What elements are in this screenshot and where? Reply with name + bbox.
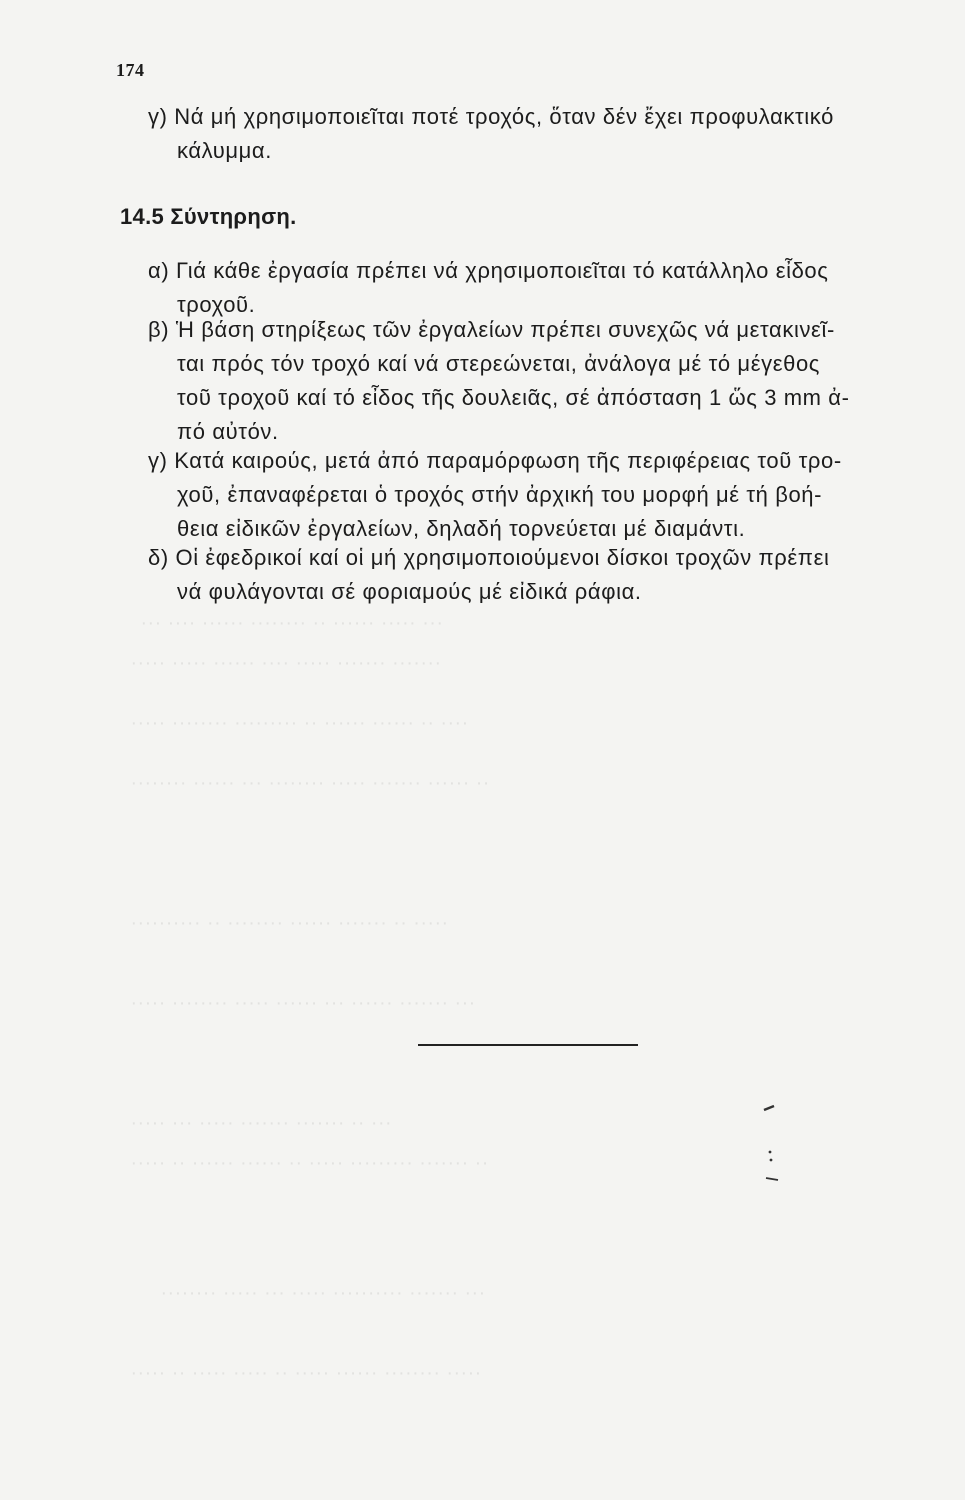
list-item-gamma-2	[148, 444, 842, 546]
text-line: β) Ἡ βάση στηρίξεως τῶν ἐργαλείων πρέπει συνεχῶς νά μετακινεῖ-	[148, 317, 835, 342]
text-line: α) Γιά κάθε ἐργασία πρέπει νά χρησιμοποιεῖται τό κατάλληλο εἶδος	[148, 258, 829, 283]
text-line: θεια εἰδικῶν ἐργαλείων, δηλαδή τορνεύεται μέ διαμάντι.	[177, 516, 746, 541]
text-line: τοῦ τροχοῦ καί τό εἶδος τῆς δουλειᾶς, σέ ἀπόσταση 1 ὥς 3 mm ἀ-	[177, 385, 850, 410]
bleed-through-texture: ··· ····· ······ ·· ········ ······ ···· ··· ······· ······· ····· ···· ······ ····· ····· ···· ·· ······ ······ ·· ········· ········ ····· ·· ······ ······· ····· ········ ··· ······ ········ ····· ·· ······· ······ ········ ·· ·········· ··· ······· ······ ··· ······ ····· ········ ····· ··· ·· ······· ······· ····· ··· ····· ·· ······· ········· ····· ·· ······ ······ ·· ····· ··· ······· ·········· ····· ··· ····· ········ ····· ········ ······ ····· ·· ····· ····· ·· ·····	[130, 612, 490, 1384]
text-line: δ) Οἱ ἐφεδρικοί καί οἱ μή χρησιμοποιούμενοι δίσκοι τροχῶν πρέπει	[148, 545, 830, 570]
text-line: πό αὐτόν.	[177, 419, 279, 444]
text-line: χοῦ, ἐπαναφέρεται ὁ τροχός στήν ἀρχική του μορφή μέ τή βοή-	[177, 482, 823, 507]
text-line: γ) Νά μή χρησιμοποιεῖται ποτέ τροχός, ὅταν δέν ἔχει προφυλακτικό	[148, 104, 834, 129]
scan-speck-marks	[760, 1100, 800, 1190]
list-item-gamma-1	[148, 100, 834, 168]
text-line: νά φυλάγονται σέ φοριαμούς μέ εἰδικά ράφια.	[177, 579, 642, 604]
text-line: κάλυμμα.	[177, 138, 272, 163]
list-item-alpha	[148, 254, 828, 322]
end-rule-divider	[418, 1044, 638, 1046]
list-item-beta	[148, 313, 850, 449]
list-item-delta	[148, 541, 829, 609]
page-number: 174	[116, 60, 145, 80]
text-line: τροχοῦ.	[177, 292, 256, 317]
text-line: γ) Κατά καιρούς, μετά ἀπό παραμόρφωση τῆς περιφέρειας τοῦ τρο-	[148, 448, 842, 473]
text-line: ται πρός τόν τροχό καί νά στερεώνεται, ἀνάλογα μέ τό μέγεθος	[177, 351, 820, 376]
section-heading: 14.5 Σύντηρηση.	[120, 204, 297, 229]
